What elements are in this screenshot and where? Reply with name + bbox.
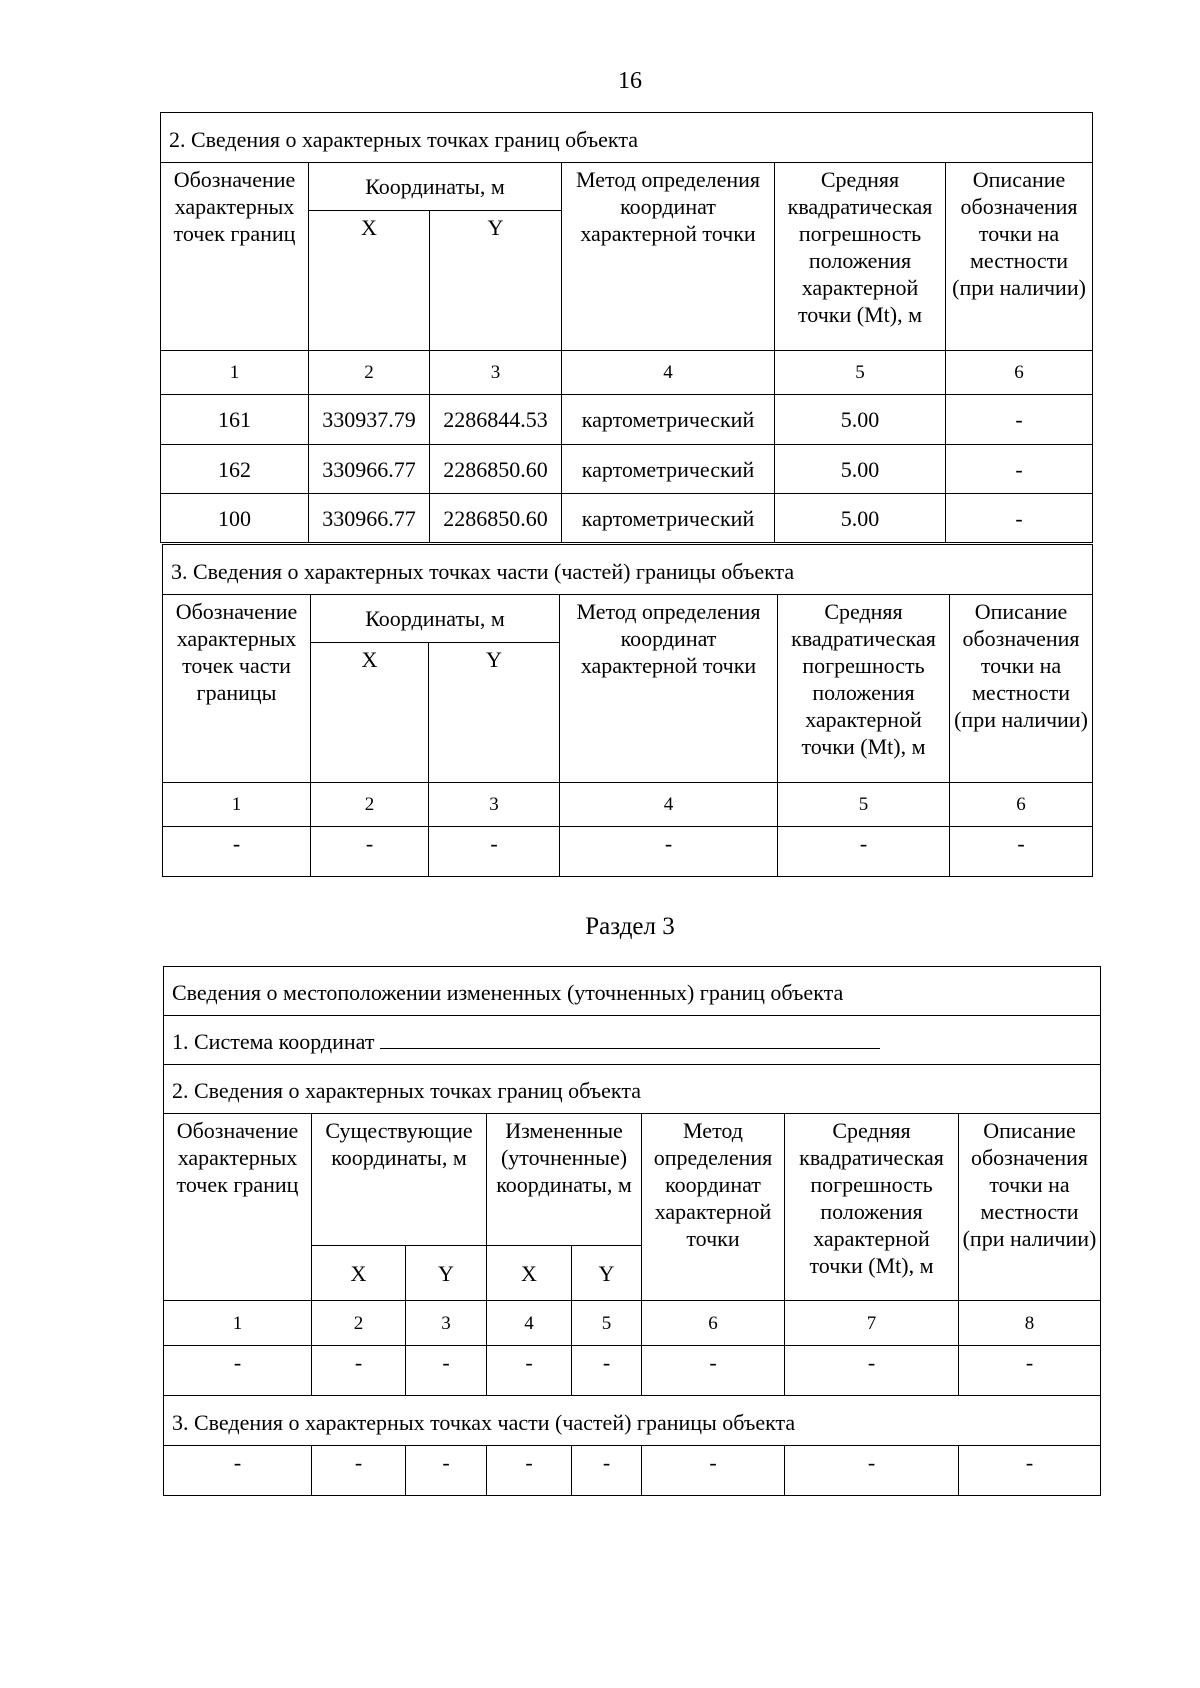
header-changed: Измененные (уточненные) координаты, м: [487, 1114, 642, 1246]
col-number: 1: [164, 1301, 312, 1346]
header-designation: Обозначение характерных точек части границы: [163, 595, 311, 783]
empty-cell: -: [487, 1446, 572, 1496]
coord-y: 2286844.53: [430, 395, 562, 445]
header-method: Метод определения координат характерной точки: [560, 595, 778, 783]
empty-cell: -: [312, 1346, 406, 1396]
header-coordinates: Координаты, м: [309, 163, 562, 211]
col-number: 2: [312, 1301, 406, 1346]
coord-x: 330966.77: [309, 445, 430, 494]
coord-system-blank: [380, 1028, 880, 1049]
empty-cell: -: [785, 1446, 959, 1496]
description: -: [946, 494, 1093, 543]
col-number: 1: [163, 783, 311, 827]
section-3-title: 3. Сведения о характерных точках части (частей) границы объекта: [163, 545, 1093, 595]
col-number: 3: [406, 1301, 487, 1346]
col-number: 2: [311, 783, 429, 827]
page-number: 16: [618, 68, 642, 94]
empty-cell: -: [642, 1346, 785, 1396]
empty-cell: -: [642, 1446, 785, 1496]
empty-cell: -: [487, 1346, 572, 1396]
error: 5.00: [775, 445, 946, 494]
boundary-points-table: [160, 112, 1093, 543]
col-number: 5: [775, 351, 946, 395]
empty-cell: -: [560, 827, 778, 877]
empty-cell: -: [406, 1446, 487, 1496]
coord-system-label: 1. Система координат: [172, 1029, 375, 1054]
coord-y: 2286850.60: [430, 445, 562, 494]
empty-cell: -: [163, 827, 311, 877]
coord-system-row: [164, 1016, 1101, 1065]
empty-cell: -: [785, 1346, 959, 1396]
col-number: 4: [560, 783, 778, 827]
header-description: Описание обозначения точки на местности (при наличии): [950, 595, 1093, 783]
header-method: Метод определения координат характерной точки: [642, 1114, 785, 1301]
table-row: [161, 395, 1093, 445]
coord-x: 330937.79: [309, 395, 430, 445]
table-row: [161, 445, 1093, 494]
changed-boundaries-table: [163, 966, 1101, 1496]
header-x-changed: X: [487, 1246, 572, 1301]
section-2-title: 2. Сведения о характерных точках границ объекта: [161, 113, 1093, 163]
header-x: X: [309, 211, 430, 351]
empty-cell: -: [572, 1346, 642, 1396]
header-error: Средняя квадратическая погрешность положения характерной точки (Mt), м: [775, 163, 946, 351]
parts-title: 3. Сведения о характерных точках части (частей) границы объекта: [164, 1396, 1101, 1446]
header-description: Описание обозначения точки на местности (при наличии): [946, 163, 1093, 351]
razdel-3-title: Сведения о местоположении измененных (уточненных) границ объекта: [164, 967, 1101, 1016]
coord-x: 330966.77: [309, 494, 430, 543]
col-number: 6: [950, 783, 1093, 827]
error: 5.00: [775, 494, 946, 543]
col-number: 1: [161, 351, 309, 395]
empty-cell: -: [572, 1446, 642, 1496]
header-y-changed: Y: [572, 1246, 642, 1301]
col-number: 7: [785, 1301, 959, 1346]
col-number: 2: [309, 351, 430, 395]
description: -: [946, 395, 1093, 445]
table-row: [161, 494, 1093, 543]
col-number: 6: [642, 1301, 785, 1346]
header-y: Y: [430, 211, 562, 351]
empty-cell: -: [164, 1346, 312, 1396]
method: картометрический: [562, 494, 775, 543]
point-id: 100: [161, 494, 309, 543]
col-number: 4: [562, 351, 775, 395]
empty-cell: -: [406, 1346, 487, 1396]
header-y: Y: [429, 643, 560, 783]
header-description: Описание обозначения точки на местности (при наличии): [959, 1114, 1101, 1301]
table-row: [164, 1446, 1101, 1496]
header-x-existing: X: [312, 1246, 406, 1301]
boundary-part-points-table: [162, 544, 1093, 877]
header-method: Метод определения координат характерной точки: [562, 163, 775, 351]
point-id: 162: [161, 445, 309, 494]
coord-y: 2286850.60: [430, 494, 562, 543]
empty-cell: -: [959, 1446, 1101, 1496]
method: картометрический: [562, 395, 775, 445]
method: картометрический: [562, 445, 775, 494]
header-designation: Обозначение характерных точек границ: [164, 1114, 312, 1301]
table-row: [163, 827, 1093, 877]
col-number: 6: [946, 351, 1093, 395]
col-number: 4: [487, 1301, 572, 1346]
table-row: [164, 1346, 1101, 1396]
header-error: Средняя квадратическая погрешность положения характерной точки (Mt), м: [778, 595, 950, 783]
description: -: [946, 445, 1093, 494]
header-designation: Обозначение характерных точек границ: [161, 163, 309, 351]
empty-cell: -: [429, 827, 560, 877]
header-error: Средняя квадратическая погрешность положения характерной точки (Mt), м: [785, 1114, 959, 1301]
header-coordinates: Координаты, м: [311, 595, 560, 643]
col-number: 3: [430, 351, 562, 395]
empty-cell: -: [164, 1446, 312, 1496]
col-number: 3: [429, 783, 560, 827]
empty-cell: -: [311, 827, 429, 877]
point-id: 161: [161, 395, 309, 445]
col-number: 8: [959, 1301, 1101, 1346]
col-number: 5: [572, 1301, 642, 1346]
empty-cell: -: [778, 827, 950, 877]
empty-cell: -: [312, 1446, 406, 1496]
points-title: 2. Сведения о характерных точках границ объекта: [164, 1065, 1101, 1114]
col-number: 5: [778, 783, 950, 827]
header-x: X: [311, 643, 429, 783]
empty-cell: -: [959, 1346, 1101, 1396]
empty-cell: -: [950, 827, 1093, 877]
header-existing: Существующие координаты, м: [312, 1114, 487, 1246]
error: 5.00: [775, 395, 946, 445]
header-y-existing: Y: [406, 1246, 487, 1301]
razdel-3-heading: Раздел 3: [585, 913, 675, 940]
